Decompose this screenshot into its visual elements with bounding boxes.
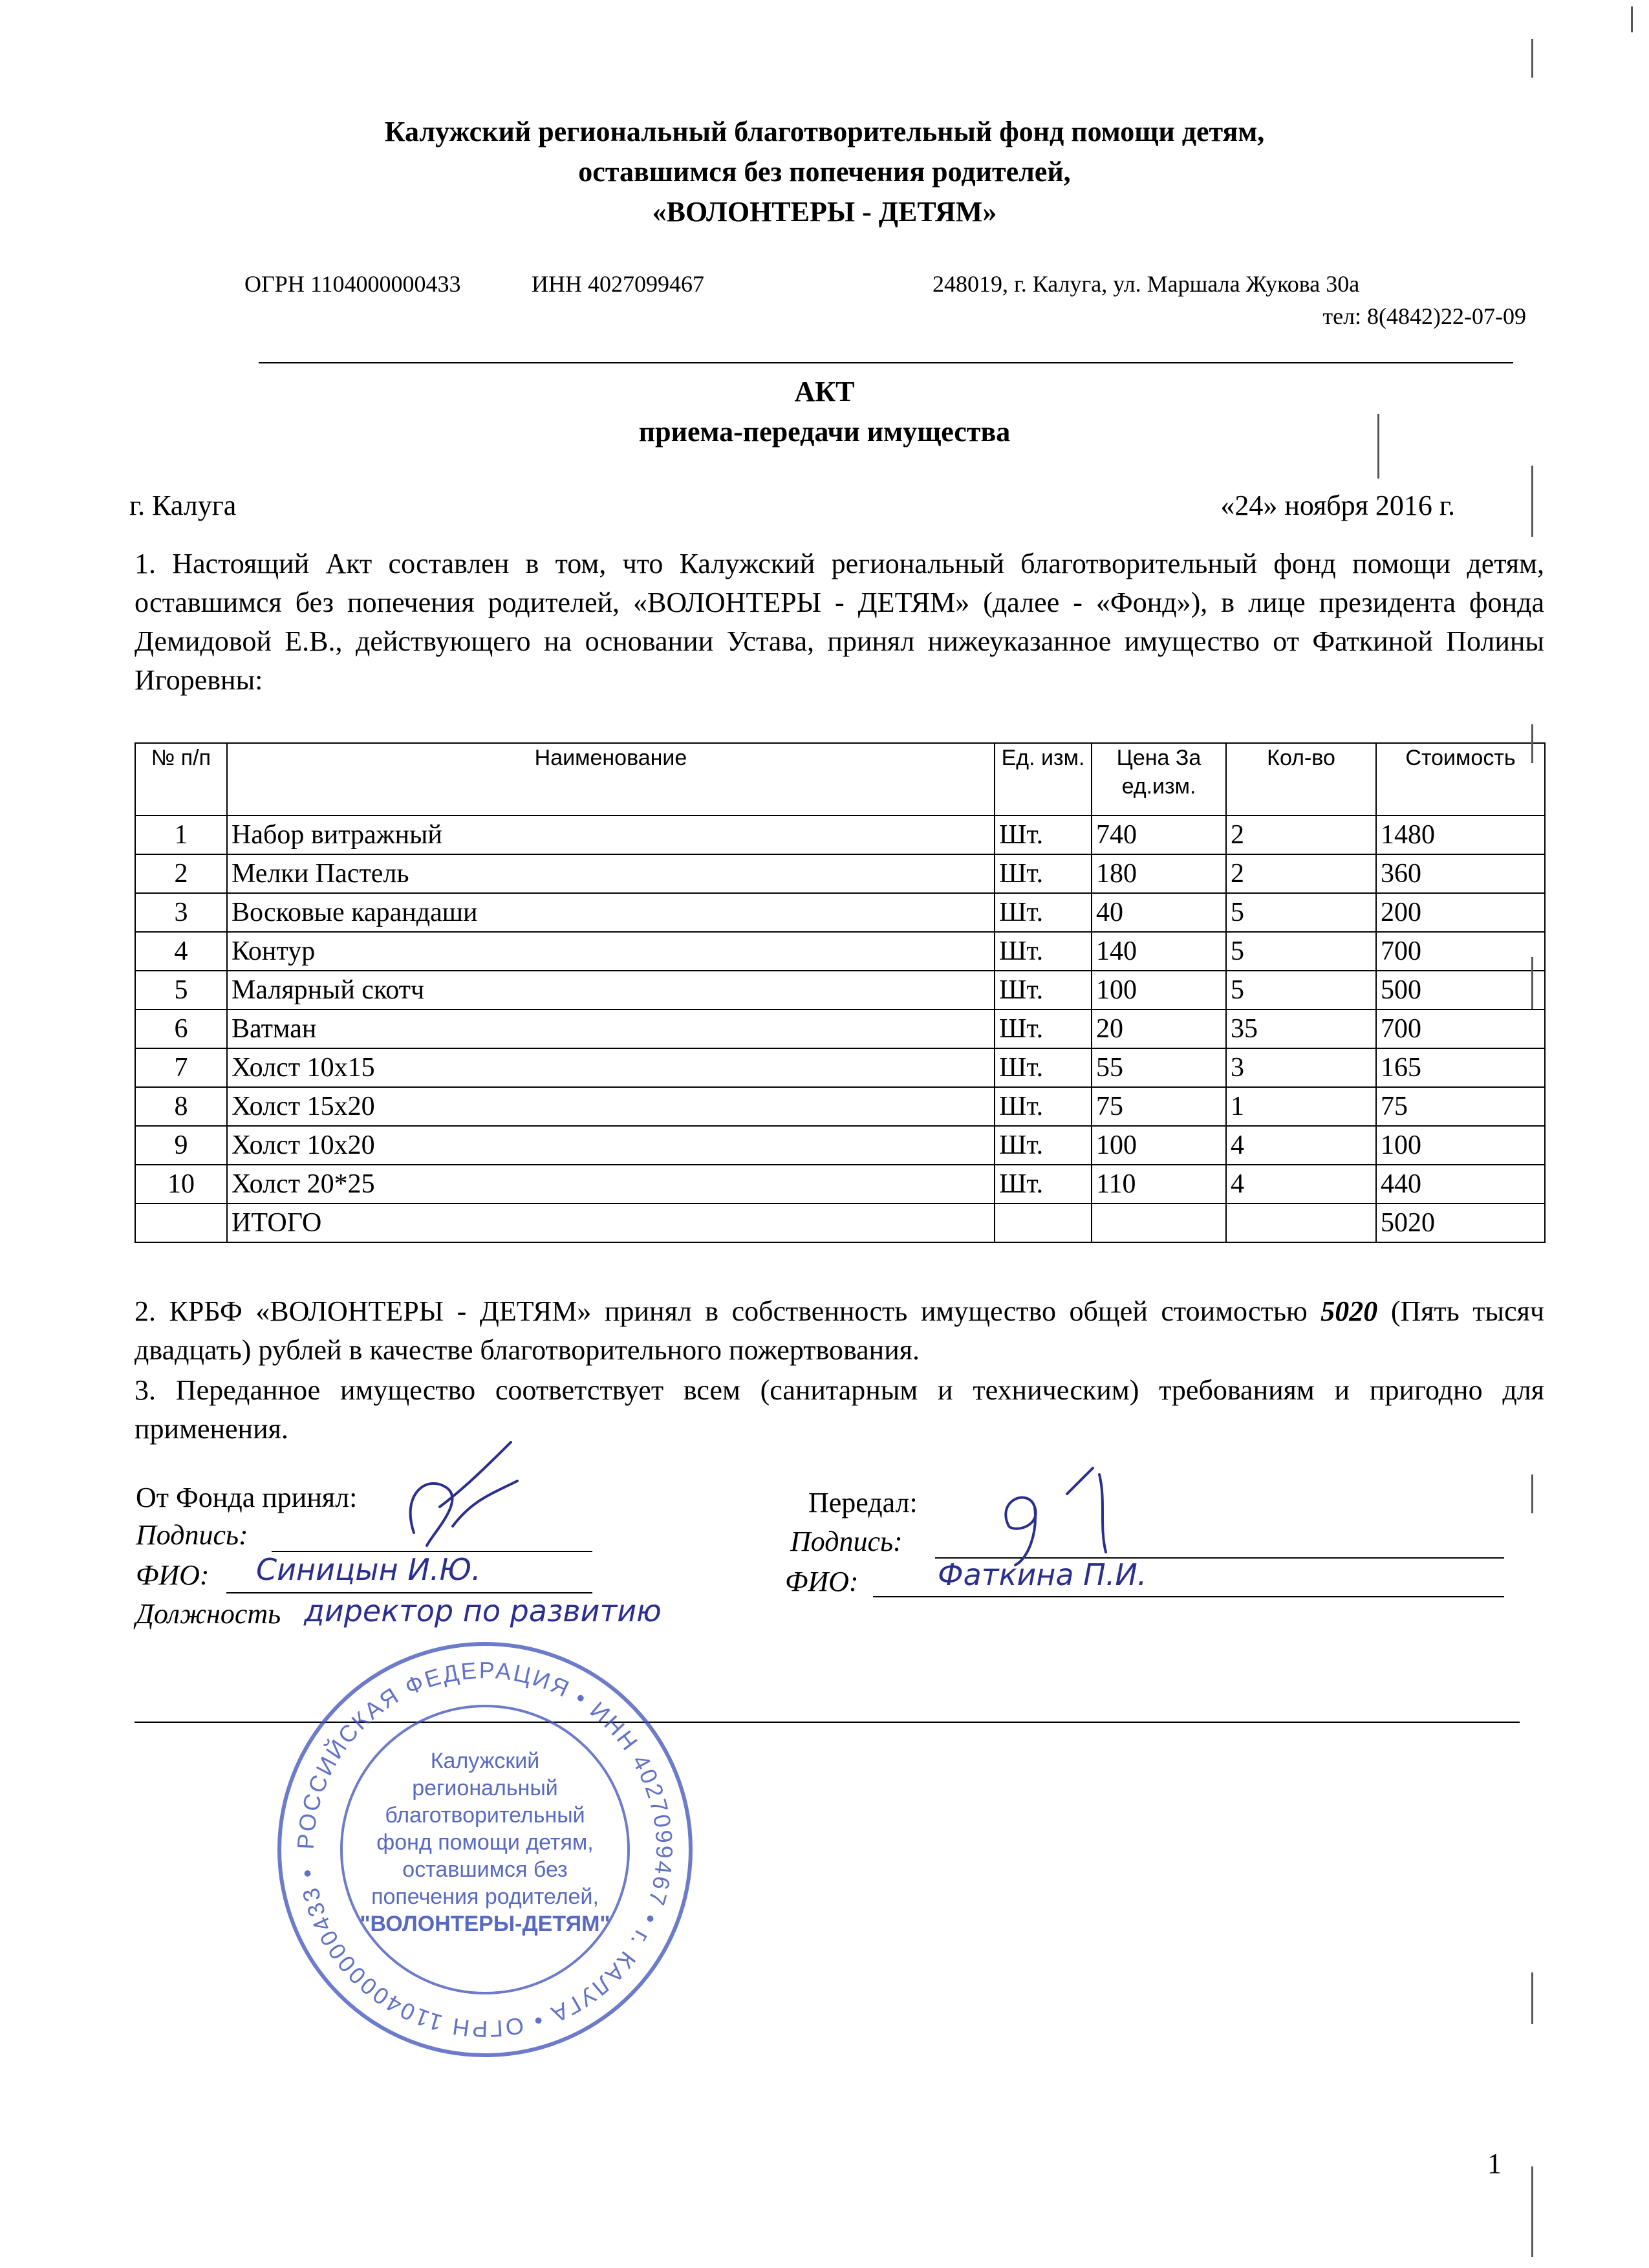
cell-num: 5 [135, 971, 227, 1010]
col-header-cost: Стоимость [1376, 743, 1545, 815]
table-row [135, 1087, 1545, 1126]
org-name-line1: Калужский региональный благотворительный фонд помощи детям, [384, 116, 1265, 147]
scan-mark [1531, 1972, 1533, 2024]
right-sign-label: Подпись: [790, 1526, 903, 1557]
table-row [135, 815, 1545, 854]
cell-cost: 700 [1376, 1010, 1545, 1048]
cell-unit: Шт. [995, 1010, 1092, 1048]
date: «24» ноября 2016 г. [1220, 490, 1455, 521]
cell-price: 110 [1092, 1165, 1226, 1204]
left-sig-title: От Фонда принял: [136, 1482, 358, 1513]
right-signature [989, 1455, 1132, 1571]
clause-2-sum: 5020 [1320, 1295, 1378, 1327]
cell-unit: Шт. [995, 893, 1092, 932]
cell-name: Ватман [227, 1010, 995, 1048]
stamp-line: попечения родителей, [371, 1885, 599, 1909]
header-divider [259, 362, 1513, 363]
doc-subtitle: приема-передачи имущества [638, 416, 1011, 448]
scan-mark [1531, 957, 1533, 1009]
organization-stamp [272, 1636, 698, 2063]
stamp-line: благотворительный [385, 1803, 585, 1828]
cell-empty [1226, 1204, 1376, 1242]
cell-unit: Шт. [995, 971, 1092, 1010]
left-position-label: Должность [136, 1598, 281, 1630]
stamp-line: Калужский [430, 1749, 540, 1773]
page-number: 1 [1487, 2148, 1502, 2179]
col-header-unit: Ед. изм. [995, 743, 1092, 815]
cell-price: 75 [1092, 1087, 1226, 1126]
right-sig-title: Передал: [808, 1487, 918, 1518]
stamp-line: оставшимся без [402, 1857, 568, 1882]
total-label: ИТОГО [227, 1204, 995, 1242]
cell-qty: 4 [1226, 1126, 1376, 1165]
table-row [135, 1010, 1545, 1048]
cell-qty: 2 [1226, 815, 1376, 854]
col-header-num: № п/п [135, 743, 227, 815]
cell-qty: 2 [1226, 854, 1376, 893]
cell-qty: 5 [1226, 893, 1376, 932]
left-fio-handwritten: Синицын И.Ю. [256, 1552, 481, 1587]
cell-unit: Шт. [995, 1165, 1092, 1204]
org-name-line2: оставшимся без попечения родителей, [578, 156, 1071, 188]
col-header-qty: Кол-во [1226, 743, 1376, 815]
org-name-line3: «ВОЛОНТЕРЫ - ДЕТЯМ» [652, 196, 997, 228]
cell-num: 10 [135, 1165, 227, 1204]
cell-unit: Шт. [995, 1126, 1092, 1165]
cell-cost: 440 [1376, 1165, 1545, 1204]
cell-name: Контур [227, 932, 995, 971]
cell-name: Холст 10х15 [227, 1048, 995, 1087]
cell-unit: Шт. [995, 854, 1092, 893]
scan-mark [1531, 39, 1533, 78]
cell-price: 20 [1092, 1010, 1226, 1048]
left-fio-label: ФИО: [136, 1559, 210, 1591]
cell-num: 6 [135, 1010, 227, 1048]
total-value: 5020 [1376, 1204, 1545, 1242]
cell-num: 3 [135, 893, 227, 932]
cell-num: 9 [135, 1126, 227, 1165]
table-row [135, 893, 1545, 932]
table-row [135, 854, 1545, 893]
scan-mark [1531, 2166, 1533, 2257]
table-row [135, 971, 1545, 1010]
cell-name: Малярный скотч [227, 971, 995, 1010]
table-row [135, 1165, 1545, 1204]
cell-price: 180 [1092, 854, 1226, 893]
scan-mark [1531, 724, 1533, 763]
cell-cost: 75 [1376, 1087, 1545, 1126]
table-row [135, 932, 1545, 971]
cell-name: Холст 15х20 [227, 1087, 995, 1126]
cell-num: 2 [135, 854, 227, 893]
cell-empty [1092, 1204, 1226, 1242]
scan-mark [1531, 466, 1533, 537]
cell-price: 100 [1092, 1126, 1226, 1165]
table-total-row [135, 1204, 1545, 1242]
cell-qty: 4 [1226, 1165, 1376, 1204]
cell-name: Набор витражный [227, 815, 995, 854]
stamp-center [272, 1747, 698, 1938]
cell-price: 740 [1092, 815, 1226, 854]
cell-name: Холст 20*25 [227, 1165, 995, 1204]
cell-unit: Шт. [995, 1087, 1092, 1126]
stamp-line: "ВОЛОНТЕРЫ-ДЕТЯМ" [360, 1912, 610, 1936]
stamp-line: региональный [412, 1776, 558, 1800]
cell-cost: 165 [1376, 1048, 1545, 1087]
cell-cost: 360 [1376, 854, 1545, 893]
scan-mark [1631, 6, 1633, 32]
cell-cost: 1480 [1376, 815, 1545, 854]
scan-mark [1531, 1474, 1533, 1513]
doc-title: АКТ [794, 376, 855, 407]
cell-name: Восковые карандаши [227, 893, 995, 932]
cell-num: 8 [135, 1087, 227, 1126]
address: 248019, г. Калуга, ул. Маршала Жукова 30а [932, 271, 1360, 297]
cell-qty: 5 [1226, 971, 1376, 1010]
table-row [135, 1048, 1545, 1087]
cell-unit: Шт. [995, 932, 1092, 971]
right-fio-line [873, 1596, 1504, 1597]
cell-qty: 3 [1226, 1048, 1376, 1087]
cell-price: 100 [1092, 971, 1226, 1010]
table-header-row [135, 743, 1545, 815]
stamp-ring-text: РОССИЙСКАЯ ФЕДЕРАЦИЯ • ИНН 4027099467 • г. КАЛУГА • ОГРН 1104000000433 • [292, 1656, 678, 2043]
stamp-line: фонд помощи детям, [376, 1830, 594, 1855]
cell-qty: 35 [1226, 1010, 1376, 1048]
cell-qty: 5 [1226, 932, 1376, 971]
phone: тел: 8(4842)22-07-09 [1322, 303, 1526, 329]
clause-2 [135, 1292, 1544, 1370]
cell-num: 1 [135, 815, 227, 854]
scan-mark [1377, 414, 1379, 479]
cell-price: 40 [1092, 893, 1226, 932]
right-fio-handwritten: Фаткина П.И. [938, 1557, 1147, 1592]
cell-cost: 200 [1376, 893, 1545, 932]
col-header-price: Цена За ед.изм. [1092, 743, 1226, 815]
cell-num: 4 [135, 932, 227, 971]
left-signature [388, 1436, 530, 1565]
ogrn: ОГРН 1104000000433 [244, 271, 461, 297]
cell-cost: 700 [1376, 932, 1545, 971]
cell-cost: 100 [1376, 1126, 1545, 1165]
cell-qty: 1 [1226, 1087, 1376, 1126]
cell-name: Холст 10х20 [227, 1126, 995, 1165]
cell-price: 55 [1092, 1048, 1226, 1087]
clause-2-text: 2. КРБФ «ВОЛОНТЕРЫ - ДЕТЯМ» принял в собственность имущество общей стоимостью [135, 1295, 1321, 1327]
cell-unit: Шт. [995, 815, 1092, 854]
clause-2-text-end: (Пять тысяч двадцать) рублей в качестве благотворительного пожертвования. [135, 1295, 1544, 1366]
table-row [135, 1126, 1545, 1165]
cell-unit: Шт. [995, 1048, 1092, 1087]
place: г. Калуга [129, 490, 237, 521]
right-fio-label: ФИО: [785, 1566, 859, 1597]
cell-name: Мелки Пастель [227, 854, 995, 893]
left-position-handwritten: директор по развитию [304, 1593, 662, 1628]
clause-3: 3. Переданное имущество соответствует всем (санитарным и техническим) требованиям и пригодно для применения. [135, 1374, 1544, 1445]
left-sign-label: Подпись: [136, 1519, 248, 1551]
cell-cost: 500 [1376, 971, 1545, 1010]
items-table [135, 742, 1546, 1243]
col-header-name: Наименование [227, 743, 995, 815]
cell-empty [995, 1204, 1092, 1242]
clause-1: 1. Настоящий Акт составлен в том, что Калужский региональный благотворительный фонд помощи детям, оставшимся без попечения родителей, «ВОЛОНТЕРЫ - ДЕТЯМ» (далее - «Фонд»), в лице президента фонда Демидовой Е.В., действующего на основании Устава, принял нижеуказанное имущество от Фаткиной Полины Игоревны: [135, 548, 1544, 696]
cell-num: 7 [135, 1048, 227, 1087]
cell-price: 140 [1092, 932, 1226, 971]
cell-empty [135, 1204, 227, 1242]
inn: ИНН 4027099467 [532, 271, 704, 297]
